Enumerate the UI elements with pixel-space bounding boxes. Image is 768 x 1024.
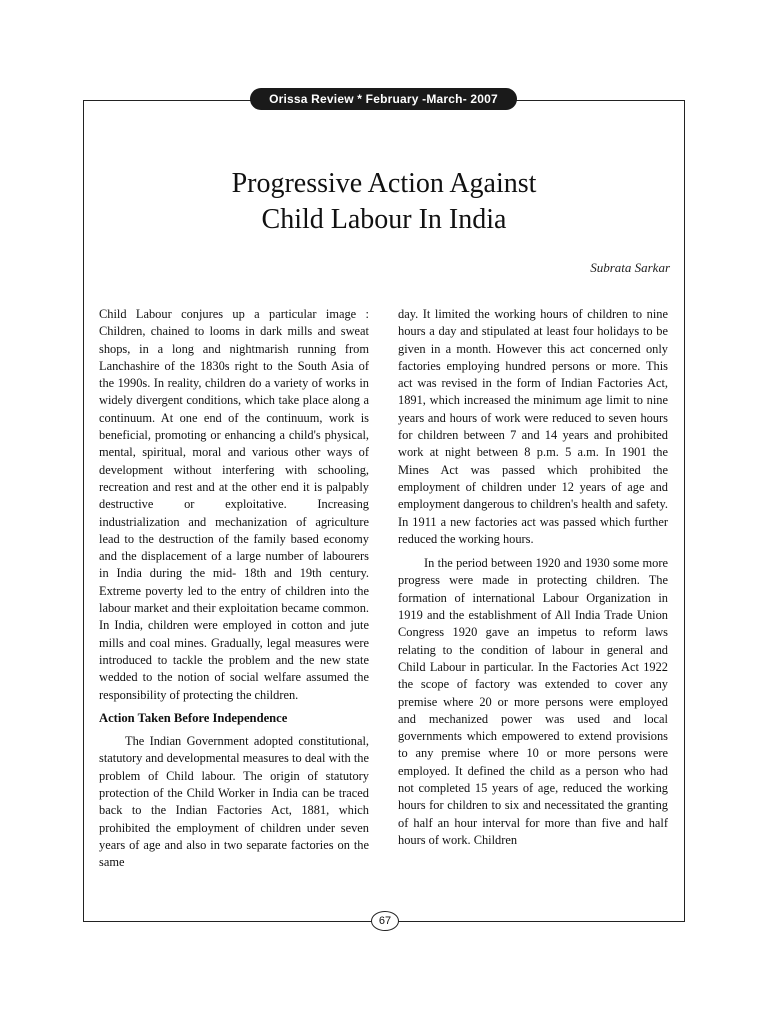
page-number: 67 xyxy=(371,911,399,931)
article-title-line-1: Progressive Action Against xyxy=(231,168,537,199)
right-column xyxy=(398,306,668,849)
paragraph-gap xyxy=(398,548,668,555)
article-author: Subrata Sarkar xyxy=(590,260,670,275)
journal-header: Orissa Review * February -March- 2007 xyxy=(250,88,517,110)
left-paragraph-1: Child Labour conjures up a particular image : Children, chained to looms in dark mills and sweat shops, in a long and nightmarish running from Lanchashire of the 1830s right to the South Asia of the 1990s. In reality, children do a variety of works in widely divergent conditions, which take place along a continuum. At one end of the continuum, work is beneficial, promoting or enhancing a child's physical, mental, spiritual, moral and various other ways of development without interfering with schooling, recreation and rest and at the other end it is palpably destructive or exploitative. Increasing industrialization and mechanization of agriculture lead to the destruction of the family based economy and the displacement of a large number of labourers in India during the mid- 18th and 19th century. Extreme poverty led to the entry of children into the labour market and their exploitation became common. In India, children were employed in cotton and jute mills and coal mines. Gradually, legal measures were introduced to tackle the problem and the new state wedded to the notion of social welfare assumed the responsibility of protecting the children. xyxy=(99,307,369,702)
left-column xyxy=(99,306,369,872)
article-title-line-2: Child Labour In India xyxy=(261,204,507,235)
right-paragraph-1: day. It limited the working hours of children to nine hours a day and stipulated at least four holidays to be given in a month. However this act concerned only factories employing hundred persons or more. This act was revised in the form of Indian Factories Act, 1891, which increased the minimum age limit to nine years and hours of work were reduced to seven hours for children between 7 and 14 years and prohibited work at night between 8 p.m. 5 a.m. In 1901 the Mines Act was passed which prohibited the employment of children under 12 years of age and employment dangerous to children's health and safety. In 1911 a new factories act was passed which further reduced the working hours. xyxy=(398,307,668,546)
left-paragraph-2: The Indian Government adopted constitutional, statutory and developmental measures to deal with the problem of Child labour. The origin of statutory protection of the Child Worker in India can be traced back to the Indian Factories Act, 1881, which prohibited the employment of children under seven years of age and also in two separate factories on the same xyxy=(99,734,369,870)
right-paragraph-2: In the period between 1920 and 1930 some more progress were made in protecting children. The formation of international Labour Organization in 1919 and the establishment of All India Trade Union Congress 1920 gave an impetus to reform laws relating to the condition of labour in general and Child Labour in particular. In the Factories Act 1922 the scope of factory was extended to cover any premise where 20 or more persons were employed and mechanized power was used and local governments which empowered to extend provisions to any premise where 10 or more persons were employed. It defined the child as a person who had not completed 15 years of age, reduced the working hours for children to six and necessitated the granting of half an hour interval for more than five and half hours of work. Children xyxy=(398,556,668,847)
section-heading: Action Taken Before Independence xyxy=(99,710,288,725)
